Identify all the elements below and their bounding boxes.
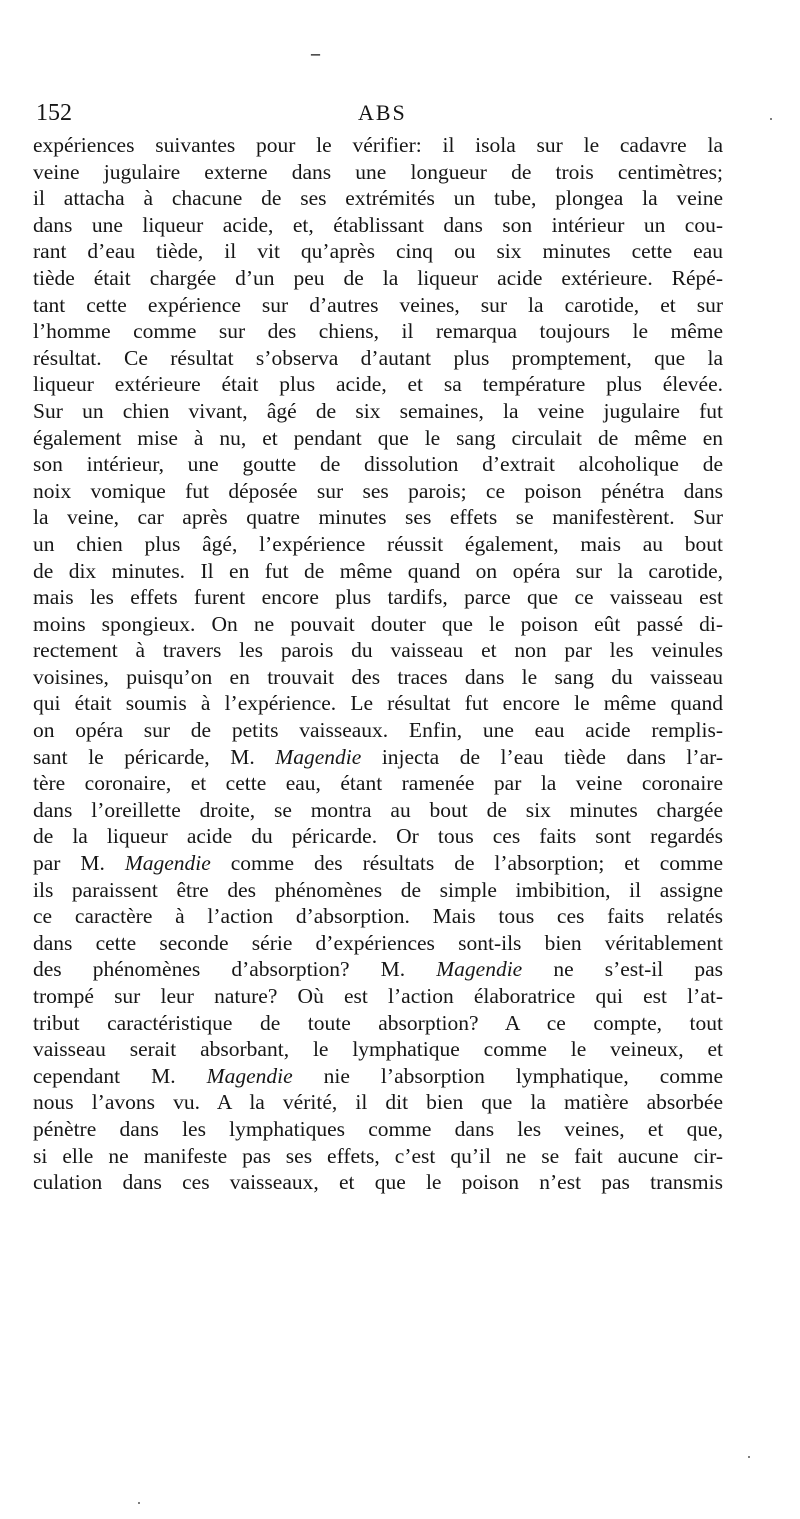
text-line xyxy=(33,132,723,159)
text-segment: qui était soumis à l’expérience. Le résultat fut encore le même quand xyxy=(33,691,723,716)
text-segment: moins spongieux. On ne pouvait douter que le poison eût passé di- xyxy=(33,611,723,636)
text-segment: la veine, car après quatre minutes ses effets se manifestèrent. Sur xyxy=(33,505,723,530)
person-name: Magendie xyxy=(275,744,362,769)
text-segment: comme des résultats de l’absorption; et comme xyxy=(210,851,723,876)
text-line xyxy=(33,318,723,345)
page-header xyxy=(36,98,766,128)
text-segment: son intérieur, une goutte de dissolution d’extrait alcoholique de xyxy=(33,452,723,477)
person-name: Magendie xyxy=(124,851,211,876)
text-line xyxy=(33,238,723,265)
top-mark: – xyxy=(311,43,320,63)
text-line xyxy=(33,159,723,186)
text-segment: expériences suivantes pour le vérifier: il isola sur le cadavre la xyxy=(33,133,723,157)
text-segment: résultat. Ce résultat s’observa d’autant plus promptement, que la xyxy=(33,345,723,370)
text-segment: de la liqueur acide du péricarde. Or tous ces faits sont regardés xyxy=(33,824,723,849)
text-line xyxy=(33,611,723,638)
text-segment: dans cette seconde série d’expériences sont-ils bien véritablement xyxy=(33,930,723,955)
text-segment: sant le péricarde, M. xyxy=(33,744,276,769)
text-line xyxy=(33,770,723,797)
text-line xyxy=(33,371,723,398)
text-segment: également mise à nu, et pendant que le sang circulait de même en xyxy=(33,425,723,450)
page-number: 152 xyxy=(36,100,72,126)
text-segment: on opéra sur de petits vaisseaux. Enfin, une eau acide remplis- xyxy=(33,718,723,743)
text-line xyxy=(33,664,723,691)
text-segment: si elle ne manifeste pas ses effets, c’est qu’il ne se fait aucune cir- xyxy=(33,1143,723,1168)
text-segment: rectement à travers les parois du vaisseau et non par les veinules xyxy=(33,638,723,663)
text-line xyxy=(33,504,723,531)
text-segment: liqueur extérieure était plus acide, et sa température plus élevée. xyxy=(33,372,723,397)
text-line xyxy=(33,877,723,904)
text-segment: vaisseau serait absorbant, le lymphatique comme le veineux, et xyxy=(33,1037,723,1062)
text-segment: tère coronaire, et cette eau, étant ramenée par la veine coronaire xyxy=(33,771,723,796)
text-segment: cependant M. xyxy=(33,1063,207,1088)
text-segment: mais les effets furent encore plus tardifs, parce que ce vaisseau est xyxy=(33,585,723,610)
text-segment: nous l’avons vu. A la vérité, il dit bien que la matière absorbée xyxy=(33,1090,723,1115)
text-line xyxy=(33,531,723,558)
text-segment: pénètre dans les lymphatiques comme dans les veines, et que, xyxy=(33,1116,723,1141)
text-line xyxy=(33,451,723,478)
person-name: Magendie xyxy=(206,1063,293,1088)
text-segment: injecta de l’eau tiède dans l’ar- xyxy=(361,744,723,769)
text-line xyxy=(33,903,723,930)
text-segment: dans l’oreillette droite, se montra au bout de six minutes chargée xyxy=(33,797,723,822)
person-name: Magendie xyxy=(436,957,523,982)
text-segment: dans une liqueur acide, et, établissant dans son intérieur un cou- xyxy=(33,212,723,237)
text-line xyxy=(33,425,723,452)
text-line xyxy=(33,584,723,611)
text-line xyxy=(33,1169,723,1196)
text-line xyxy=(33,930,723,957)
text-segment: par M. xyxy=(33,851,125,876)
text-line xyxy=(33,744,723,771)
text-segment: rant d’eau tiède, il vit qu’après cinq ou six minutes cette eau xyxy=(33,239,723,264)
text-line xyxy=(33,797,723,824)
text-segment: il attacha à chacune de ses extrémités un tube, plongea la veine xyxy=(33,186,723,211)
text-line xyxy=(33,265,723,292)
text-line xyxy=(33,1063,723,1090)
text-segment: ne s’est-il pas xyxy=(522,957,723,982)
text-line xyxy=(33,558,723,585)
text-line xyxy=(33,345,723,372)
text-line xyxy=(33,1010,723,1037)
text-line xyxy=(33,1036,723,1063)
text-line xyxy=(33,398,723,425)
paper-speck xyxy=(138,1502,140,1504)
text-line xyxy=(33,983,723,1010)
text-segment: tribut caractéristique de toute absorption? A ce compte, tout xyxy=(33,1010,723,1035)
text-segment: un chien plus âgé, l’expérience réussit également, mais au bout xyxy=(33,531,723,556)
text-line xyxy=(33,690,723,717)
text-line xyxy=(33,478,723,505)
text-line xyxy=(33,185,723,212)
text-line xyxy=(33,956,723,983)
text-segment: de dix minutes. Il en fut de même quand on opéra sur la carotide, xyxy=(33,558,723,583)
text-segment: l’homme comme sur des chiens, il remarqua toujours le même xyxy=(33,319,723,344)
text-line xyxy=(33,823,723,850)
body-text xyxy=(33,132,723,1196)
text-segment: tant cette expérience sur d’autres veines, sur la carotide, et sur xyxy=(33,292,723,317)
text-line xyxy=(33,1089,723,1116)
text-segment: trompé sur leur nature? Où est l’action élaboratrice qui est l’at- xyxy=(33,984,723,1008)
running-head: ABS xyxy=(358,100,407,125)
text-line xyxy=(33,292,723,319)
text-line xyxy=(33,717,723,744)
text-segment: ce caractère à l’action d’absorption. Mais tous ces faits relatés xyxy=(33,904,723,929)
text-segment: noix vomique fut déposée sur ses parois; ce poison pénétra dans xyxy=(33,478,723,503)
text-line xyxy=(33,637,723,664)
text-segment: des phénomènes d’absorption? M. xyxy=(33,957,437,982)
text-segment: Sur un chien vivant, âgé de six semaines, la veine jugulaire fut xyxy=(33,398,723,423)
text-line xyxy=(33,1116,723,1143)
text-segment: nie l’absorption lymphatique, comme xyxy=(292,1063,723,1088)
text-segment: veine jugulaire externe dans une longueur de trois centimètres; xyxy=(33,159,723,184)
paper-speck xyxy=(770,118,772,120)
text-segment: tiède était chargée d’un peu de la liqueur acide extérieure. Répé- xyxy=(33,265,723,290)
text-segment: culation dans ces vaisseaux, et que le poison n’est pas transmis xyxy=(33,1170,723,1195)
text-line xyxy=(33,212,723,239)
text-segment: ils paraissent être des phénomènes de simple imbibition, il assigne xyxy=(33,877,723,902)
text-line xyxy=(33,1143,723,1170)
paper-speck xyxy=(748,1456,750,1458)
text-line xyxy=(33,850,723,877)
text-segment: voisines, puisqu’on en trouvait des traces dans le sang du vaisseau xyxy=(33,664,723,689)
